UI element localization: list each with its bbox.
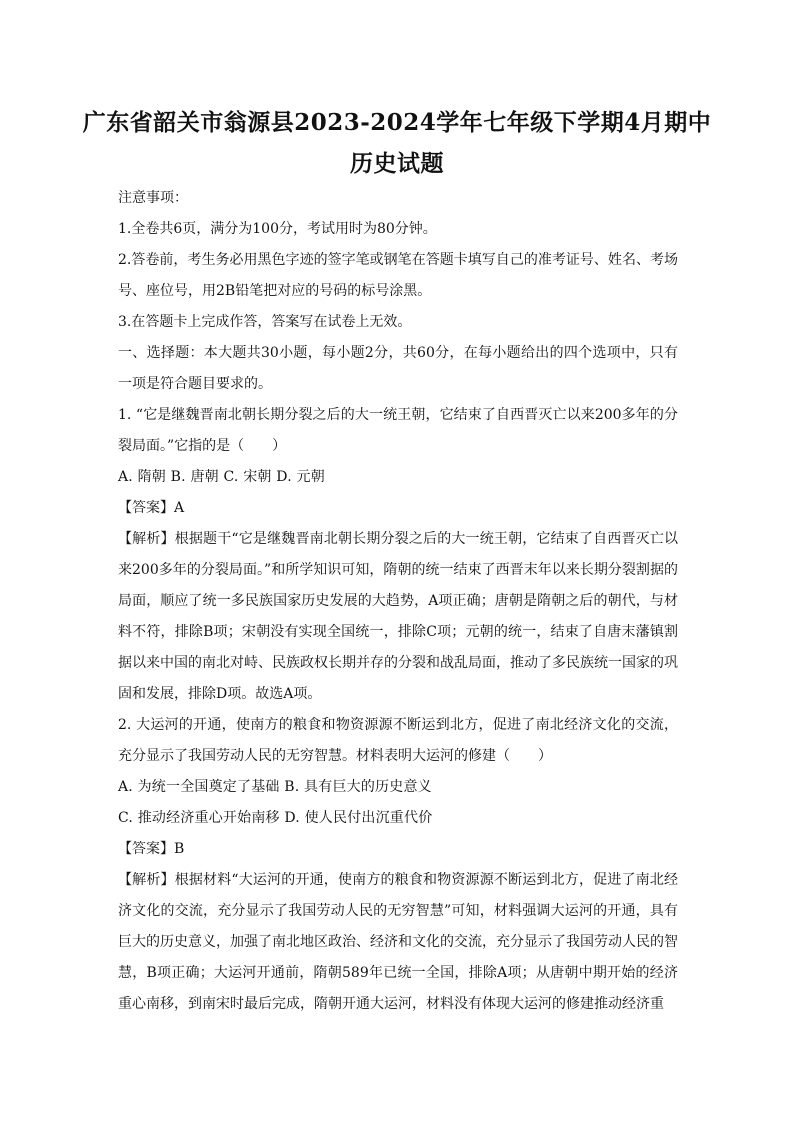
document-title-line2: 历史试题 xyxy=(350,150,444,177)
notice-item-2: 2.答卷前，考生务必用黑色字迹的签字笔或钢笔在答题卡填写自己的准考证号、姓名、考场号、座位号，用2B铅笔把对应的号码的标号涂黑。 xyxy=(118,252,678,299)
question-1-stem: 1. “它是继魏晋南北朝长期分裂之后的大一统王朝，它结束了自西晋灭亡以来200多年的分裂局面。”它指的是（ ） xyxy=(118,407,678,454)
notice-heading: 注意事项： xyxy=(118,190,188,206)
question-2-options-ab: A. 为统一全国奠定了基础 B. 具有巨大的历史意义 xyxy=(118,779,432,795)
notice-item-1: 1.全卷共6页，满分为100分，考试用时为80分钟。 xyxy=(118,221,437,237)
question-2-options-cd: C. 推动经济重心开始南移 D. 使人民付出沉重代价 xyxy=(118,810,433,826)
question-2-answer: 【答案】B xyxy=(118,841,185,857)
question-2-stem: 2. 大运河的开通，使南方的粮食和物资源源不断运到北方，促进了南北经济文化的交流，充分显示了我国劳动人民的无穷智慧。材料表明大运河的修建（ ） xyxy=(118,717,678,764)
document-title-line1: 广东省韶关市翁源县2023-2024学年七年级下学期4月期中 xyxy=(82,109,712,136)
document-body xyxy=(118,183,678,1020)
question-1-analysis: 【解析】根据题干“它是继魏晋南北朝长期分裂之后的大一统王朝，它结束了自西晋灭亡以来200多年的分裂局面。”和所学知识可知，隋朝的统一结束了西晋末年以来长期分裂割据的局面，顺应了统一多民族国家历史发展的大趋势，A项正确；唐朝是隋朝之后的朝代，与材料不符，排除B项；宋朝没有实现全国统一，排除C项；元朝的统一，结束了自唐末藩镇割据以来中国的南北对峙、民族政权长期并存的分裂和战乱局面，推动了多民族统一国家的巩固和发展，排除D项。故选A项。 xyxy=(118,531,678,702)
section-1-intro: 一、选择题：本大题共30小题，每小题2分，共60分，在每小题给出的四个选项中，只有一项是符合题目要求的。 xyxy=(118,345,678,392)
question-1-answer: 【答案】A xyxy=(118,500,185,516)
question-2-analysis: 【解析】根据材料“大运河的开通，使南方的粮食和物资源源不断运到北方，促进了南北经济文化的交流，充分显示了我国劳动人民的无穷智慧”可知，材料强调大运河的开通，具有巨大的历史意义，加强了南北地区政治、经济和文化的交流，充分显示了我国劳动人民的智慧，B项正确；大运河开通前，隋朝589年已统一全国，排除A项；从唐朝中期开始的经济重心南移，到南宋时最后完成，隋朝开通大运河，材料没有体现大运河的修建推动经济重 xyxy=(118,872,678,1012)
notice-item-3: 3.在答题卡上完成作答，答案写在试卷上无效。 xyxy=(118,314,412,330)
question-1-options: A. 隋朝 B. 唐朝 C. 宋朝 D. 元朝 xyxy=(118,469,325,485)
